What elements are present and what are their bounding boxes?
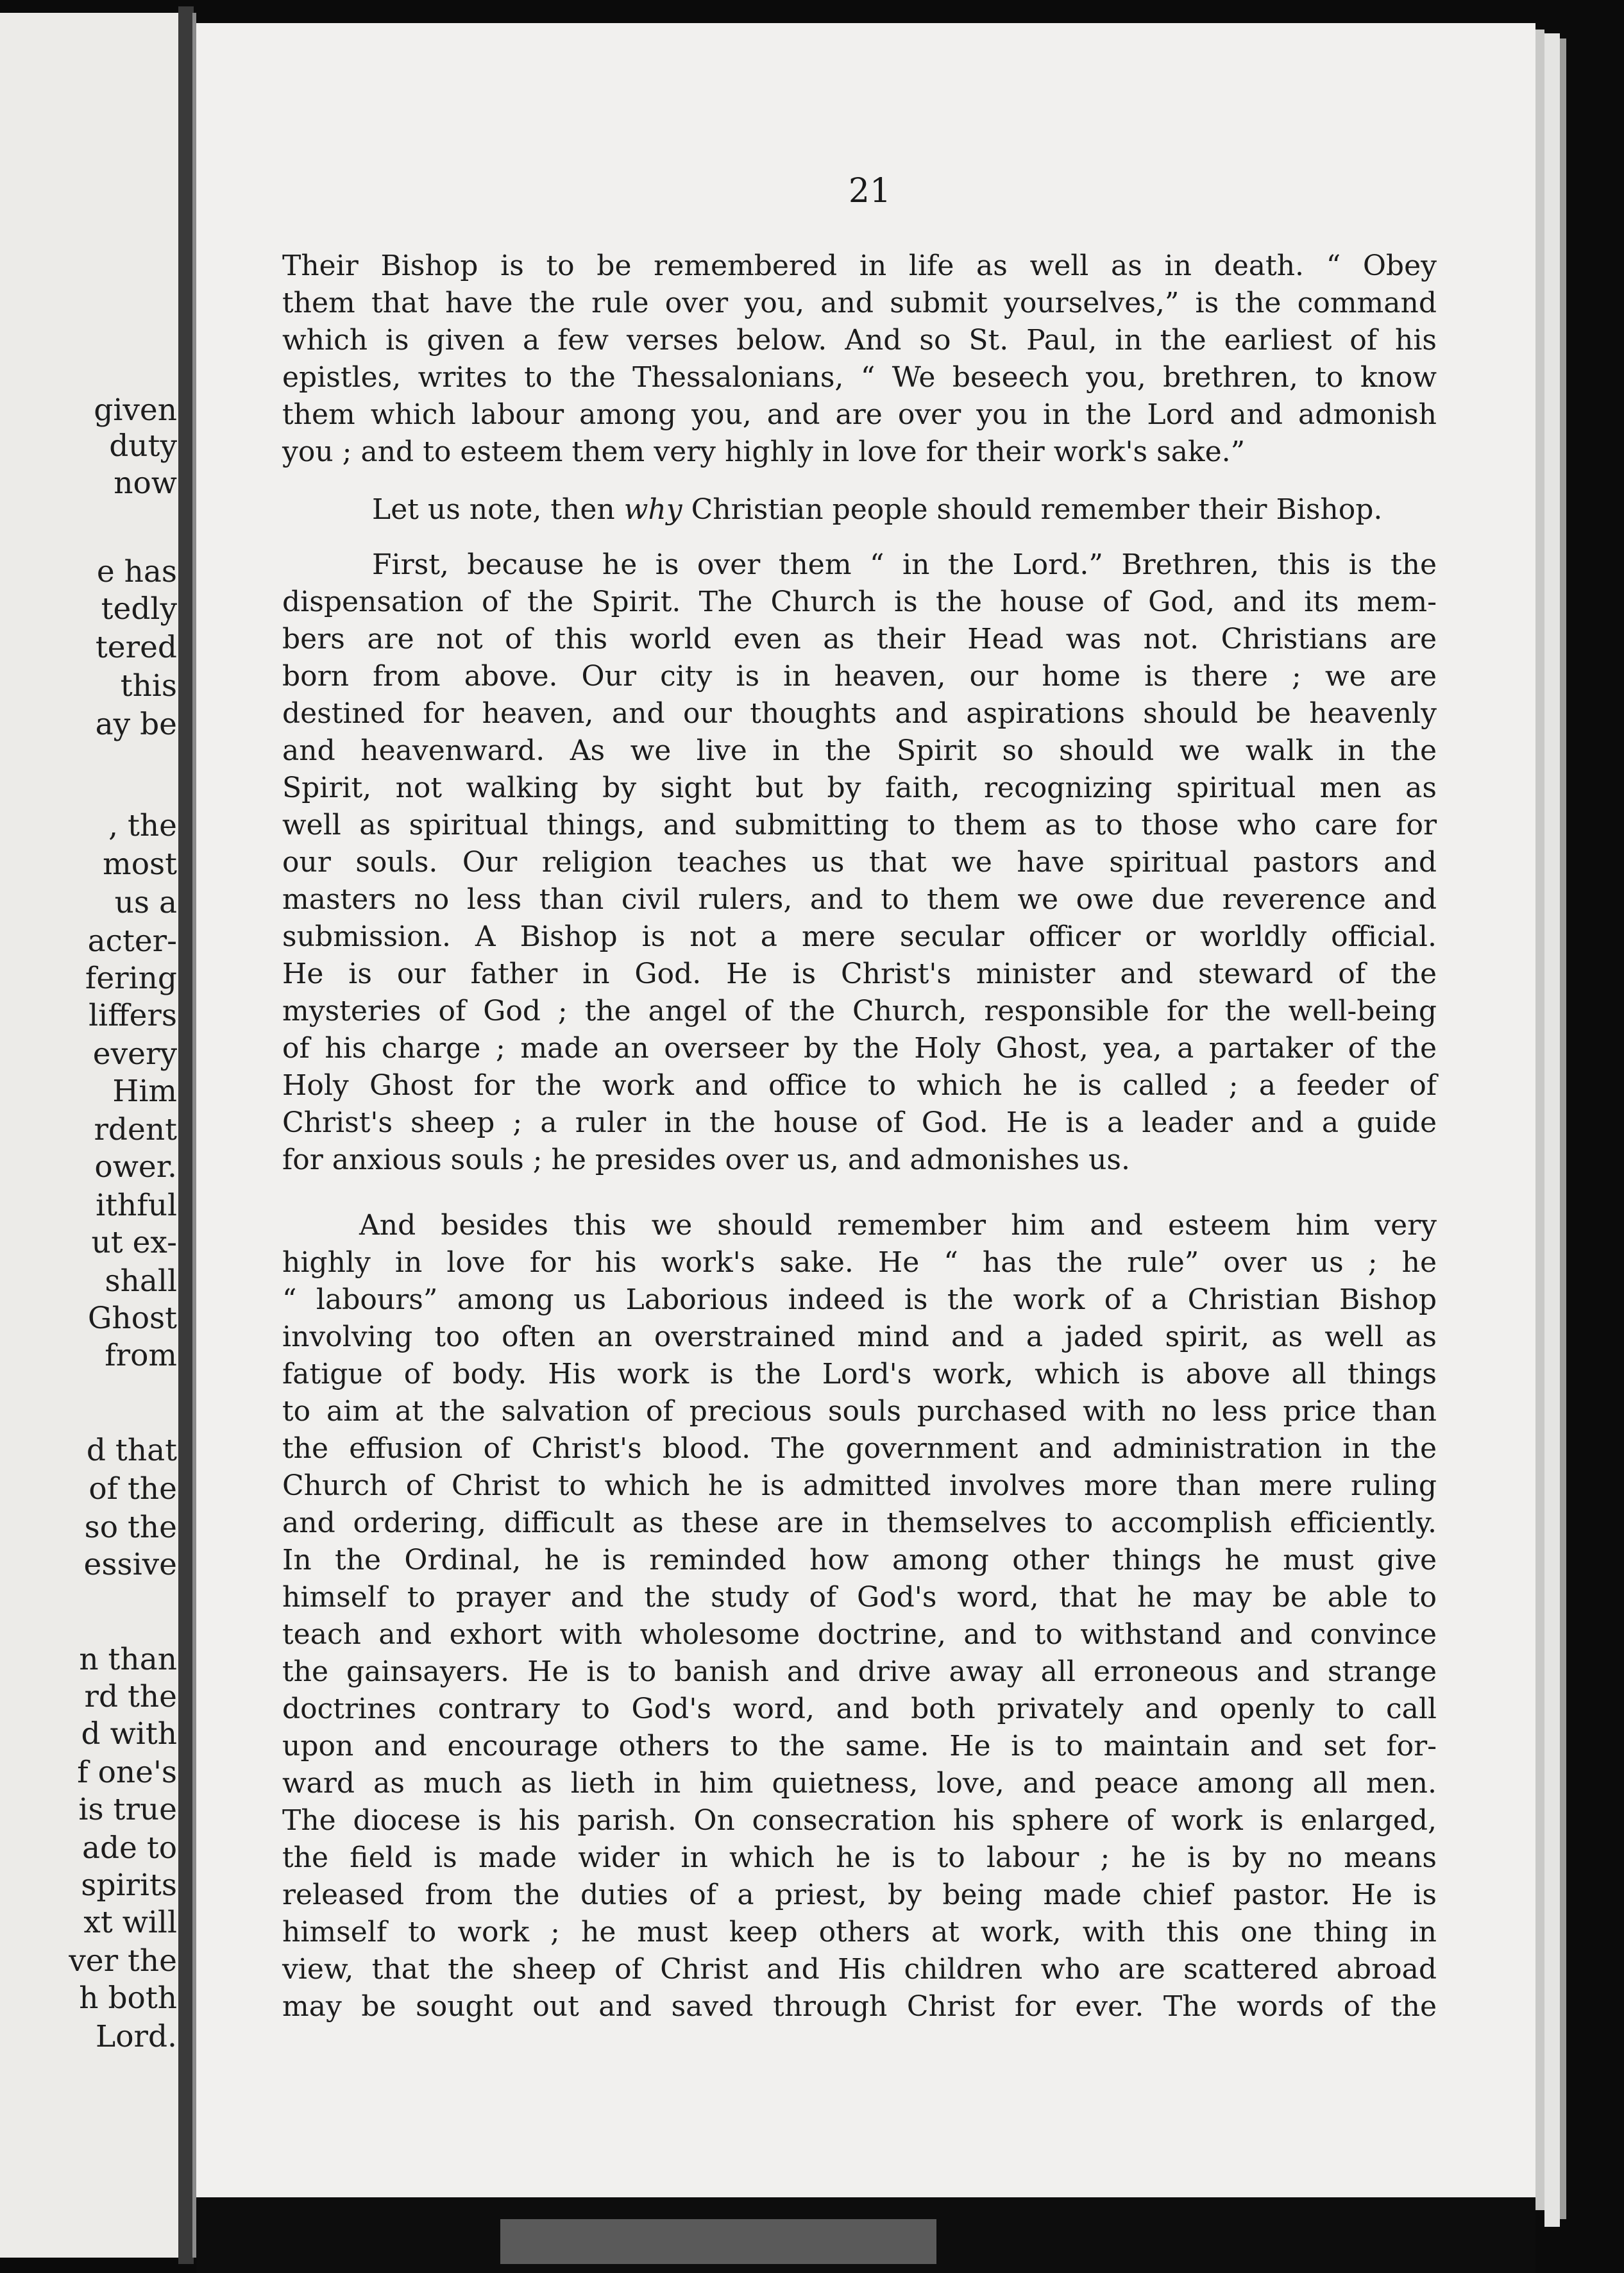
text-line: The diocese is his parish. On consecration his sphere of work is enlarged,	[282, 1804, 1437, 1837]
text-line: bers are not of this world even as their Head was not. Christians are	[282, 623, 1437, 655]
text-line: born from above. Our city is in heaven, our home is there ; we are	[282, 660, 1437, 693]
text-line: to aim at the salvation of precious souls purchased with no less price than	[282, 1395, 1437, 1428]
text-line: First, because he is over them “ in the Lord.” Brethren, this is the	[372, 548, 1437, 581]
left-page-fragment: essive	[83, 1547, 177, 1582]
left-page-fragment: liffers	[89, 998, 177, 1033]
book-gutter	[178, 6, 194, 2264]
text-line: doctrines contrary to God's word, and both privately and openly to call	[282, 1693, 1437, 1725]
left-page-fragment: rd the	[84, 1679, 177, 1714]
left-page-fragment: acter-	[87, 924, 177, 959]
left-page-fragment: of the	[89, 1471, 177, 1507]
text-line: well as spiritual things, and submitting to them as to those who care for	[282, 809, 1437, 841]
left-page-fragment: is true	[78, 1792, 177, 1827]
text-line: epistles, writes to the Thessalonians, “ We beseech you, brethren, to know	[282, 361, 1437, 394]
emphasis-why: why	[623, 493, 682, 526]
left-page-fragment: Him	[112, 1074, 177, 1109]
text-line: In the Ordinal, he is reminded how among other things he must give	[282, 1544, 1437, 1576]
left-page-fragment: d that	[86, 1433, 177, 1468]
text-line: submission. A Bishop is not a mere secular officer or worldly official.	[282, 920, 1437, 953]
text-line: Their Bishop is to be remembered in life as well as in death. “ Obey	[282, 249, 1437, 282]
left-page-fragment: this	[120, 668, 177, 704]
left-page-fragment: n than	[79, 1642, 177, 1677]
left-page-fragment: now	[114, 466, 177, 501]
text-line: them that have the rule over you, and submit yourselves,” is the command	[282, 287, 1437, 319]
text-line: himself to prayer and the study of God's word, that he may be able to	[282, 1581, 1437, 1614]
text-line: “ labours” among us Laborious indeed is the work of a Christian Bishop	[282, 1283, 1437, 1316]
text-line: Christ's sheep ; a ruler in the house of God. He is a leader and a guide	[282, 1106, 1437, 1139]
left-page-fragment: fering	[85, 961, 177, 996]
text-line: the field is made wider in which he is to labour ; he is by no means	[282, 1841, 1437, 1874]
text-line: involving too often an overstrained mind and a jaded spirit, as well as	[282, 1321, 1437, 1353]
left-page-fragment: us a	[114, 885, 177, 920]
page-edge	[1560, 38, 1566, 2219]
text-line: Let us note, then why Christian people should remember their Bishop.	[372, 493, 1383, 526]
left-page-fragment: ithful	[96, 1188, 177, 1223]
scan-bottom-tab	[500, 2219, 936, 2264]
text-line: the gainsayers. He is to banish and drive away all erroneous and strange	[282, 1655, 1437, 1688]
left-page-edge	[0, 13, 181, 2258]
left-page-fragment: tedly	[101, 591, 177, 627]
text-line: Holy Ghost for the work and office to which he is called ; a feeder of	[282, 1069, 1437, 1102]
left-page-fragment: rdent	[94, 1112, 177, 1147]
left-page-fragment: ay be	[95, 707, 177, 742]
text-line: himself to work ; he must keep others at work, with this one thing in	[282, 1916, 1437, 1948]
left-page-fragment: ut ex-	[91, 1225, 177, 1260]
text-line: and ordering, difficult as these are in themselves to accomplish efficiently.	[282, 1507, 1437, 1539]
text-line: Church of Christ to which he is admitted involves more than mere ruling	[282, 1469, 1437, 1502]
left-page-fragment: shall	[105, 1263, 177, 1299]
left-page-fragment: xt will	[83, 1905, 177, 1940]
left-page-fragment: , the	[108, 808, 177, 843]
text-line: our souls. Our religion teaches us that we have spiritual pastors and	[282, 846, 1437, 879]
left-page-fragment: Ghost	[87, 1301, 177, 1336]
text-line: ward as much as lieth in him quietness, love, and peace among all men.	[282, 1767, 1437, 1800]
text-line: And besides this we should remember him and esteem him very	[359, 1209, 1437, 1242]
left-page-fragment: ade to	[81, 1830, 177, 1866]
left-page-fragment: every	[92, 1036, 177, 1072]
text-line: you ; and to esteem them very highly in love for their work's sake.”	[282, 435, 1246, 468]
text-line: dispensation of the Spirit. The Church is the house of God, and its mem-	[282, 586, 1437, 618]
left-page-fragment: ver the	[69, 1943, 177, 1979]
left-page-fragment: spirits	[81, 1868, 177, 1903]
text-line: upon and encourage others to the same. He is to maintain and set for-	[282, 1730, 1437, 1762]
text-line: and heavenward. As we live in the Spirit so should we walk in the	[282, 734, 1437, 767]
text-line: them which labour among you, and are over you in the Lord and admonish	[282, 398, 1437, 431]
left-page-fragment: so the	[84, 1510, 177, 1545]
left-page-fragment: given	[94, 393, 177, 428]
text-line: masters no less than civil rulers, and to them we owe due reverence and	[282, 883, 1437, 916]
text-line: of his charge ; made an overseer by the Holy Ghost, yea, a partaker of the	[282, 1032, 1437, 1065]
left-page-fragment: e has	[96, 554, 177, 589]
page-number: 21	[848, 172, 892, 210]
text-line: view, that the sheep of Christ and His children who are scattered abroad	[282, 1953, 1437, 1986]
text-line: for anxious souls ; he presides over us, and admonishes us.	[282, 1144, 1130, 1176]
page-edge	[1544, 33, 1560, 2227]
text-line: which is given a few verses below. And so St. Paul, in the earliest of his	[282, 324, 1437, 357]
left-page-fragment: d with	[81, 1716, 177, 1752]
text-line: released from the duties of a priest, by being made chief pastor. He is	[282, 1879, 1437, 1911]
text-line: teach and exhort with wholesome doctrine, and to withstand and convince	[282, 1618, 1437, 1651]
text-line: may be sought out and saved through Christ for ever. The words of the	[282, 1990, 1437, 2023]
left-page-fragment: h both	[79, 1981, 177, 2016]
left-page-fragment: Lord.	[95, 2019, 177, 2054]
text-line: fatigue of body. His work is the Lord's work, which is above all things	[282, 1358, 1437, 1390]
text-line: Spirit, not walking by sight but by faith, recognizing spiritual men as	[282, 772, 1437, 804]
text-line: destined for heaven, and our thoughts and aspirations should be heavenly	[282, 697, 1437, 730]
text-line: He is our father in God. He is Christ's minister and steward of the	[282, 958, 1437, 990]
page-edge	[1535, 30, 1544, 2210]
text-line: highly in love for his work's sake. He “ has the rule” over us ; he	[282, 1246, 1437, 1279]
left-page-fragment: duty	[109, 428, 177, 464]
left-page-fragment: f one's	[77, 1755, 177, 1790]
text-line: the effusion of Christ's blood. The government and administration in the	[282, 1432, 1437, 1465]
left-page-fragment: most	[103, 847, 177, 882]
text-line: mysteries of God ; the angel of the Church, responsible for the well-being	[282, 995, 1437, 1027]
left-page-fragment: from	[105, 1338, 177, 1373]
left-page-fragment: tered	[95, 630, 177, 665]
left-page-fragment: ower.	[94, 1149, 177, 1185]
